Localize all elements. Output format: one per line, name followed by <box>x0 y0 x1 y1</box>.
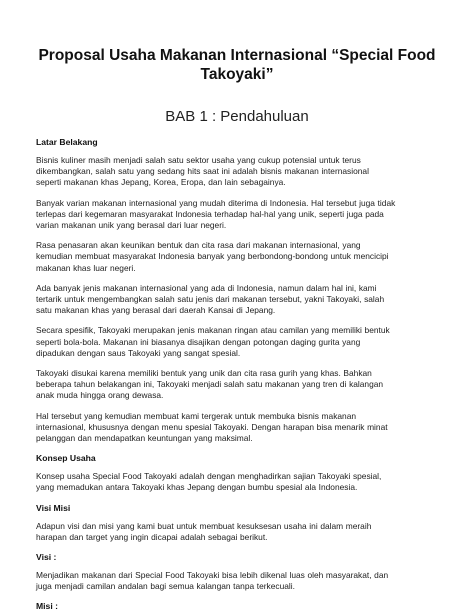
section-heading-misi: Misi : <box>36 601 58 612</box>
text-line: terlepas dari kegemaran masyarakat Indonesia terhadap hal-hal yang unik, seperti juga pada <box>36 208 384 219</box>
text-line: dikembangkan, salah satu yang sedang hits saat ini adalah bisnis makanan internasional <box>36 166 369 177</box>
text-line: internasional, khususnya dengan menu spesial Takoyaki. Dengan harapan bisa menarik minat <box>36 421 388 432</box>
text-line: Adapun visi dan misi yang kami buat untuk membuat kesuksesan usaha ini dalam meraih <box>36 520 372 531</box>
text-line: seperti bola-bola. Makanan ini biasanya disajikan dengan potongan daging gurita yang <box>36 336 361 347</box>
text-line: anak muda hingga orang dewasa. <box>36 390 164 401</box>
paragraph <box>36 240 438 274</box>
text-line: Takoyaki disukai karena memiliki bentuk yang unik dan cita rasa gurih yang khas. Bahkan <box>36 368 372 379</box>
text-line: beberapa tahun belakangan ini, Takoyaki menjadi salah satu makanan yang tren di kalangan <box>36 379 384 390</box>
text-line: Secara spesifik, Takoyaki merupakan jenis makanan ringan atau camilan yang memiliki bentuk <box>36 325 390 336</box>
text-line: satu makanan khas yang berasal dari daerah Kansai di Jepang. <box>36 305 276 316</box>
text-line: varian makanan unik yang berasal dari luar negeri. <box>36 220 227 231</box>
paragraph <box>36 368 438 402</box>
text-line: harapan dan target yang ingin dicapai adalah sebagai berikut. <box>36 531 268 542</box>
text-line: juga menjadi camilan andalan bagi semua kalangan tanpa terkecuali. <box>36 581 295 592</box>
section-heading-latar-belakang: Latar Belakang <box>36 137 98 147</box>
text-line: pelanggan dan mendapatkan keuntungan yang maksimal. <box>36 433 253 444</box>
text-line: Ada banyak jenis makanan internasional yang ada di Indonesia, namun dalam hal ini, kami <box>36 282 377 293</box>
title-line: Takoyaki” <box>200 66 274 83</box>
paragraph <box>36 411 438 445</box>
text-line: dipadukan dengan saus Takoyaki yang sangat spesial. <box>36 347 241 358</box>
text-line: Hal tersebut yang kemudian membuat kami tergerak untuk membuka bisnis makanan <box>36 410 357 421</box>
paragraph <box>36 283 438 317</box>
text-line: tertarik untuk mengembangkan salah satu jenis dari makanan tersebut, yakni Takoyaki, salah <box>36 294 385 305</box>
section-heading-konsep-usaha: Konsep Usaha <box>36 453 96 464</box>
text-line: Rasa penasaran akan keunikan bentuk dan cita rasa dari makanan internasional, yang <box>36 240 361 251</box>
text-line: kemudian membuat masyarakat Indonesia banyak yang berbondong-bondong untuk mencicipi <box>36 251 389 262</box>
section-heading-visi: Visi : <box>36 552 57 563</box>
text-line: Konsep usaha Special Food Takoyaki adalah dengan menghadirkan sajian Takoyaki spesial, <box>36 471 382 482</box>
text-line: seperti makanan khas Jepang, Korea, Eropa, dan lain sebagainya. <box>36 177 286 188</box>
title-line: Proposal Usaha Makanan Internasional “Special Food <box>38 47 436 64</box>
section-heading-visi-misi: Visi Misi <box>36 502 71 513</box>
paragraph <box>36 570 438 592</box>
text-line: makanan khas luar negeri. <box>36 262 136 273</box>
paragraph <box>36 155 438 189</box>
chapter-heading: BAB 1 : Pendahuluan <box>165 108 309 125</box>
document-title <box>36 0 438 84</box>
paragraph <box>36 471 438 493</box>
text-line: Banyak varian makanan internasional yang mudah diterima di Indonesia. Hal tersebut juga tidak <box>36 197 396 208</box>
paragraph <box>36 198 438 232</box>
paragraph <box>36 325 438 359</box>
text-line: yang memadukan antara Takoyaki khas Jepang dengan bumbu spesial ala Indonesia. <box>36 482 358 493</box>
text-line: Bisnis kuliner masih menjadi salah satu sektor usaha yang cukup potensial untuk terus <box>36 155 361 165</box>
paragraph <box>36 521 438 543</box>
text-line: Menjadikan makanan dari Special Food Takoyaki bisa lebih dikenal luas oleh masyarakat, dan <box>36 570 389 581</box>
